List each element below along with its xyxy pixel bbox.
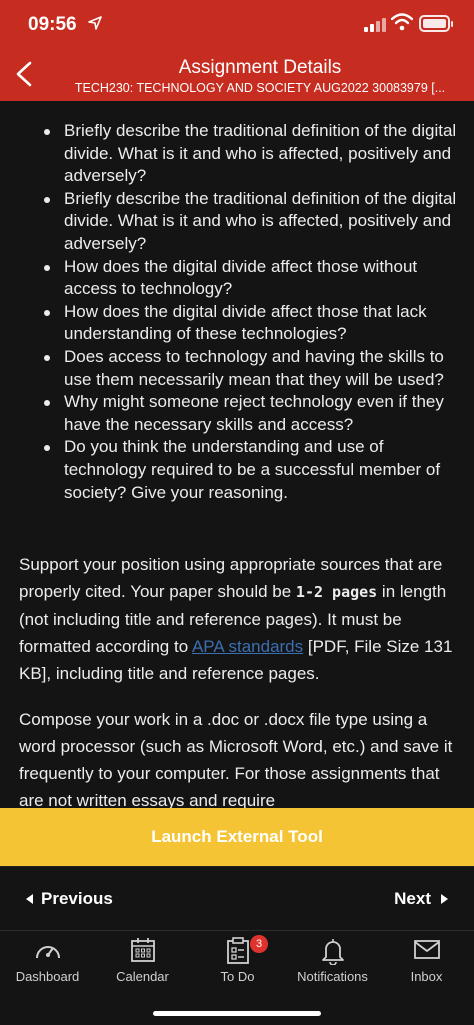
course-subtitle: TECH230: TECHNOLOGY AND SOCIETY AUG2022 30083979 [... <box>74 81 446 95</box>
app-header <box>0 0 474 101</box>
assignment-content[interactable] <box>0 101 474 808</box>
tab-label: Notifications <box>297 969 368 984</box>
back-chevron-icon[interactable] <box>10 58 40 90</box>
battery-icon <box>419 15 450 32</box>
wifi-icon <box>391 13 413 36</box>
caret-right-icon <box>441 894 448 904</box>
apa-standards-link[interactable]: APA standards <box>191 637 304 656</box>
home-indicator <box>153 1011 321 1016</box>
instructions-paragraph: Compose your work in a .doc or .docx file type using a word processor (such as Microsoft Word, etc.) and save it frequently to your computer. For those assignments that are not written essays and require <box>19 710 453 808</box>
location-arrow-icon <box>88 16 102 34</box>
tab-notifications[interactable] <box>285 931 380 1001</box>
requirements-text: [PDF, File Size 131 KB], including title and reference pages. <box>19 637 453 683</box>
caret-left-icon <box>26 894 33 904</box>
tab-dashboard[interactable] <box>0 931 95 1001</box>
requirements-text: in length (not including title and reference pages). It must be formatted according to <box>19 582 447 656</box>
tab-todo[interactable] <box>190 931 285 1001</box>
next-button[interactable] <box>394 889 448 909</box>
tab-calendar[interactable] <box>95 931 190 1001</box>
tab-inbox[interactable] <box>379 931 474 1001</box>
list-item: Does access to technology and having the skills to use them necessarily mean that they will be used? <box>44 346 460 391</box>
launch-external-tool-button[interactable]: Launch External Tool <box>0 808 474 866</box>
cellular-signal-icon <box>364 18 386 32</box>
status-time: 09:56 <box>28 14 77 35</box>
dashboard-gauge-icon <box>33 937 63 963</box>
calendar-icon <box>130 937 156 963</box>
tab-label: Inbox <box>410 969 443 984</box>
pager-bar <box>0 866 474 930</box>
todo-clipboard-icon <box>225 937 251 965</box>
page-title: Assignment Details <box>178 57 342 78</box>
question-list <box>44 120 460 504</box>
envelope-icon <box>413 937 441 961</box>
list-item: How does the digital divide affect those without access to technology? <box>44 256 460 301</box>
requirements-text: Support your position using appropriate sources that are properly cited. Your paper should be <box>19 555 443 601</box>
list-item: Do you think the understanding and use of technology required to be a successful member of society? Give your reasoning. <box>44 436 460 504</box>
next-label: Next <box>394 889 431 908</box>
list-item: Why might someone reject technology even if they have the necessary skills and access? <box>44 391 460 436</box>
tab-label: Calendar <box>116 969 169 984</box>
bell-icon <box>320 937 346 965</box>
list-item: How does the digital divide affect those that lack understanding of these technologies? <box>44 301 460 346</box>
todo-count-badge: 3 <box>250 935 268 953</box>
tab-label: Dashboard <box>15 969 80 984</box>
previous-label: Previous <box>41 889 113 908</box>
page-count: 1-2 pages <box>295 583 378 601</box>
list-item: Briefly describe the traditional definition of the digital divide. What is it and who is affected, positively and adversely? <box>44 120 460 188</box>
requirements-paragraph <box>19 551 459 687</box>
previous-button[interactable] <box>26 889 113 909</box>
list-item: Briefly describe the traditional definition of the digital divide. What is it and who is affected, positively and adversely? <box>44 188 460 256</box>
tab-label: To Do <box>220 969 255 984</box>
